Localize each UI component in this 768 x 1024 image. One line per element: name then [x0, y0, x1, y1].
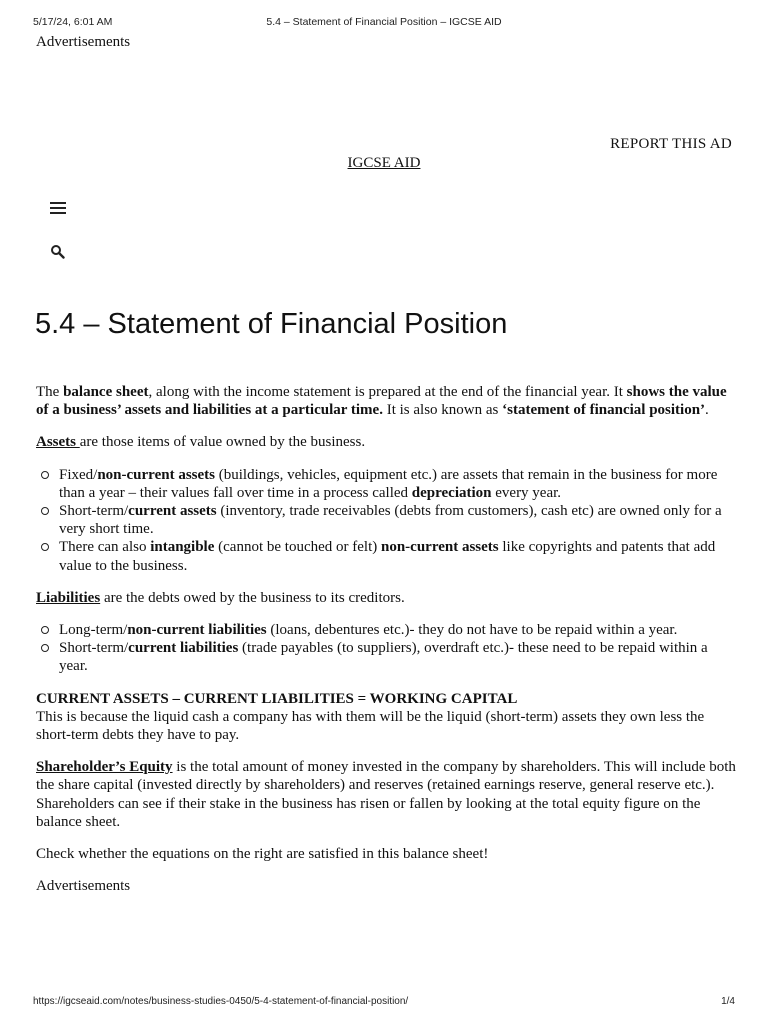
advertisements-label-top: Advertisements — [36, 34, 131, 50]
site-title-link[interactable]: IGCSE AID — [347, 155, 421, 171]
check-text: Check whether the equations on the right are satisfied in this balance sheet! — [36, 846, 489, 863]
report-ad-link[interactable]: REPORT THIS AD — [610, 136, 732, 152]
print-page-title: 5.4 – Statement of Financial Position – IGCSE AID — [266, 16, 502, 28]
equity-section: Shareholder’s Equity is the total amount of money invested in the company by shareholders. This will include both the share capital (invested directly by shareholders) and reserves (retained earnings reserve, general reserve etc.). Shareholders can see if their stake in the business has risen or fallen by looking at the total equity figure on the balance sheet. — [36, 759, 736, 830]
working-capital-section — [36, 690, 736, 745]
equity-term: Shareholder’s Equity — [36, 759, 173, 776]
list-item: Short-term/current assets (inventory, trade receivables (debts from customers), cash etc) are owned only for a very short time. — [59, 502, 736, 538]
working-capital-explanation: This is because the liquid cash a company has with them will be the liquid (short-term) assets they own less the short-term debts they have to pay. — [36, 708, 705, 744]
print-datetime: 5/17/24, 6:01 AM — [33, 16, 113, 28]
list-item: Long-term/non-current liabilities (loans, debentures etc.)- they do not have to be repaid within a year. — [59, 621, 736, 639]
intro-paragraph: The balance sheet, along with the income statement is prepared at the end of the financial year. It shows the value of a business’ assets and liabilities at a particular time. It is also known as ‘statement of financial position’. — [36, 384, 727, 419]
liabilities-term: Liabilities — [36, 589, 101, 606]
list-item: Short-term/current liabilities (trade payables (to suppliers), overdraft etc.)- these need to be repaid within a year. — [59, 639, 736, 675]
print-url: https://igcseaid.com/notes/business-studies-0450/5-4-statement-of-financial-position/ — [33, 996, 409, 1007]
print-page-number: 1/4 — [721, 996, 735, 1007]
liabilities-list — [36, 621, 736, 676]
article-content — [36, 383, 736, 895]
search-icon[interactable] — [50, 244, 66, 260]
assets-term: Assets — [36, 434, 80, 451]
print-header — [33, 16, 735, 30]
list-item: Fixed/non-current assets (buildings, vehicles, equipment etc.) are assets that remain in the business for more than a year – their values fall over time in a process called depreciation every year. — [59, 466, 736, 502]
site-title — [0, 155, 768, 172]
liabilities-definition: Liabilities are the debts owed by the business to its creditors. — [36, 589, 405, 606]
advertisements-label-bottom: Advertisements — [36, 878, 131, 895]
assets-list — [36, 466, 736, 575]
hamburger-menu-icon[interactable] — [50, 202, 66, 216]
working-capital-formula: CURRENT ASSETS – CURRENT LIABILITIES = WORKING CAPITAL — [36, 690, 518, 707]
print-footer — [33, 996, 735, 1010]
list-item: There can also intangible (cannot be touched or felt) non-current assets like copyrights and patents that add value to the business. — [59, 538, 736, 574]
assets-definition: Assets are those items of value owned by the business. — [36, 434, 366, 451]
page-title: 5.4 – Statement of Financial Position — [35, 308, 508, 340]
